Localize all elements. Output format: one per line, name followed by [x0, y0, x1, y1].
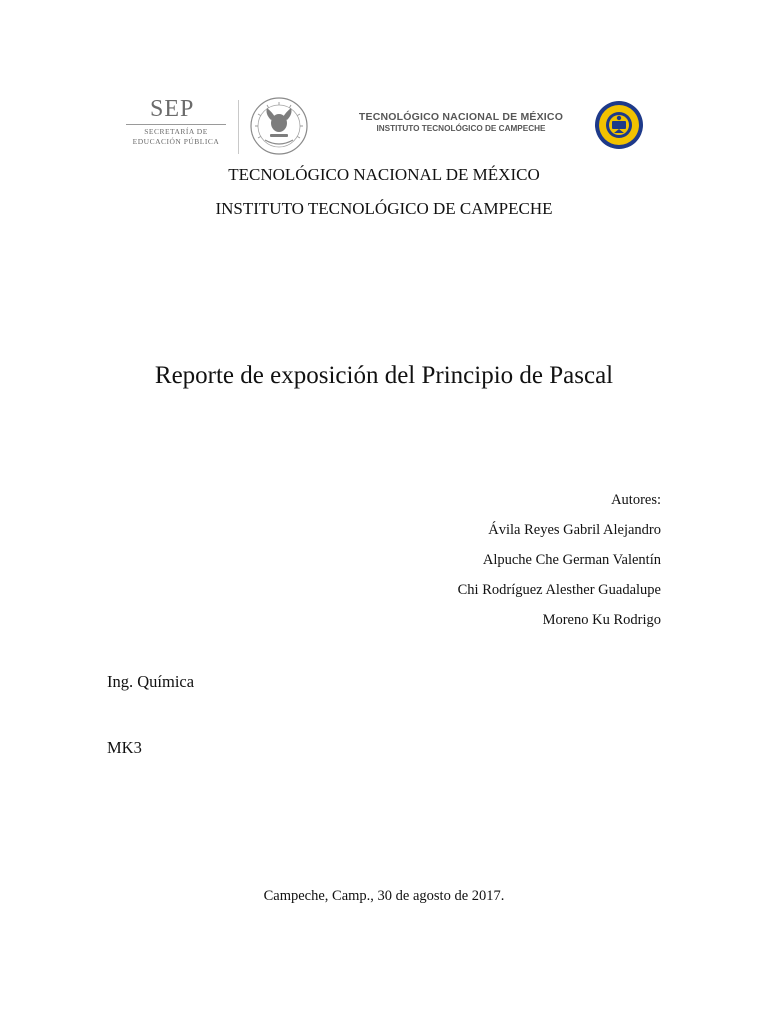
tecnm-logo	[354, 111, 568, 141]
institution-line2: INSTITUTO TECNOLÓGICO DE CAMPECHE	[215, 199, 553, 218]
author-name: Ávila Reyes Gabril Alejandro	[488, 522, 661, 538]
sep-subtitle-line2: EDUCACIÓN PÚBLICA	[132, 137, 220, 146]
authors-block	[458, 492, 661, 642]
group-text: MK3	[107, 738, 142, 757]
institution-line1: TECNOLÓGICO NACIONAL DE MÉXICO	[228, 165, 540, 184]
sep-logo	[120, 96, 232, 152]
sep-logo-rule	[126, 124, 226, 125]
itc-campeche-emblem-icon	[594, 100, 644, 150]
mexican-seal-icon	[249, 96, 309, 156]
author-name: Alpuche Che German Valentín	[482, 552, 661, 568]
author-name: Chi Rodríguez Alesther Guadalupe	[457, 582, 661, 598]
sep-acronym: SEP	[150, 96, 195, 122]
authors-label: Autores:	[611, 492, 661, 508]
tecnm-logo-line2: INSTITUTO TECNOLÓGICO DE CAMPECHE	[376, 124, 546, 133]
logo-divider	[238, 100, 239, 154]
sep-subtitle-line1: SECRETARÍA DE	[144, 127, 208, 136]
tecnm-logo-line1: TECNOLÓGICO NACIONAL DE MÉXICO	[358, 111, 564, 123]
place-date-text: Campeche, Camp., 30 de agosto de 2017.	[263, 888, 505, 904]
career-text: Ing. Química	[107, 672, 195, 691]
report-title: Reporte de exposición del Principio de Pascal	[154, 362, 614, 389]
author-name: Moreno Ku Rodrigo	[542, 612, 661, 628]
